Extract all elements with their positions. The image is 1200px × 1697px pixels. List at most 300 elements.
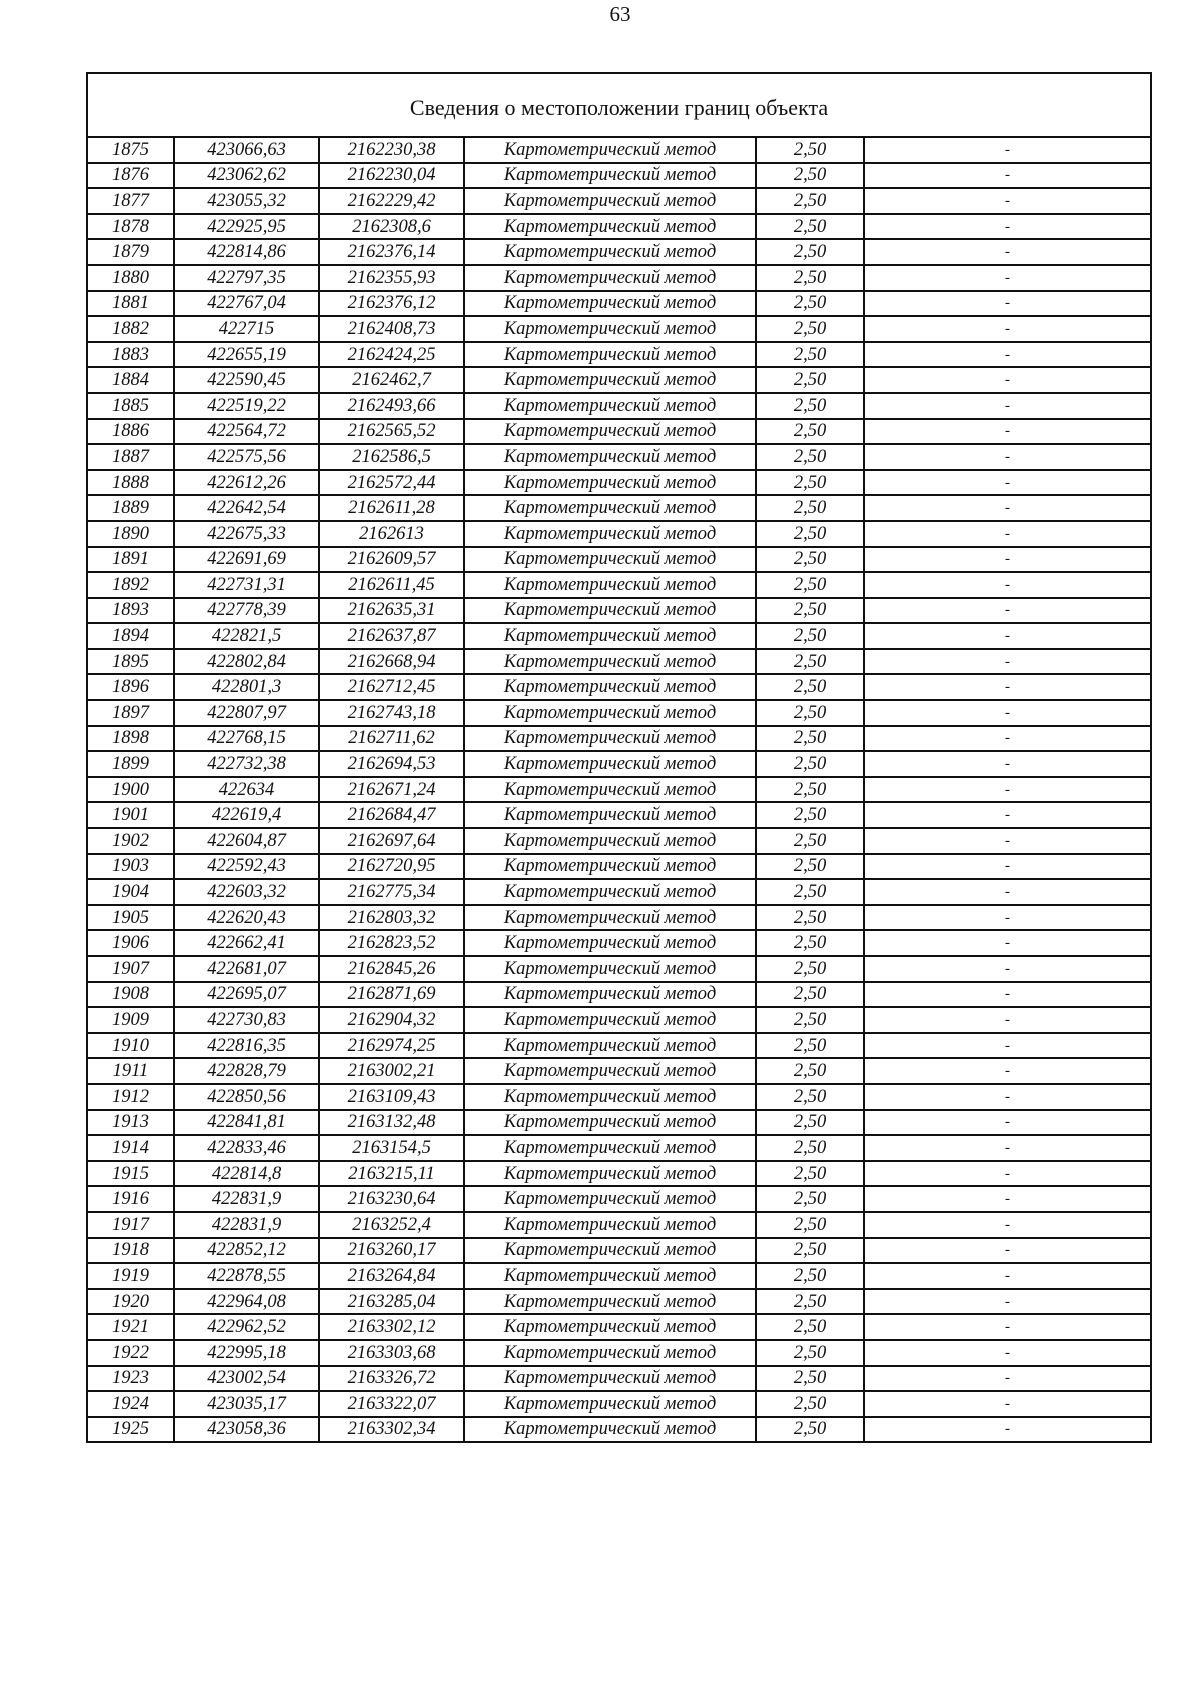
description-cell: - (864, 239, 1151, 265)
accuracy-cell: 2,50 (756, 905, 864, 931)
x-coordinate-cell: 422575,56 (174, 444, 319, 470)
method-cell: Картометрический метод (464, 700, 756, 726)
point-number-cell: 1899 (87, 751, 174, 777)
table-row (87, 1263, 1151, 1289)
point-number-cell: 1897 (87, 700, 174, 726)
accuracy-cell: 2,50 (756, 802, 864, 828)
point-number-cell: 1920 (87, 1289, 174, 1315)
x-coordinate-cell: 422995,18 (174, 1340, 319, 1366)
table-row (87, 1084, 1151, 1110)
accuracy-cell: 2,50 (756, 367, 864, 393)
y-coordinate-cell: 2162712,45 (319, 674, 464, 700)
table-row (87, 802, 1151, 828)
point-number-cell: 1913 (87, 1110, 174, 1136)
table-row (87, 393, 1151, 419)
point-number-cell: 1907 (87, 956, 174, 982)
point-number-cell: 1919 (87, 1263, 174, 1289)
table-row (87, 879, 1151, 905)
table-row (87, 1110, 1151, 1136)
table-row (87, 1417, 1151, 1443)
method-cell: Картометрический метод (464, 1033, 756, 1059)
y-coordinate-cell: 2163154,5 (319, 1135, 464, 1161)
table-row (87, 547, 1151, 573)
y-coordinate-cell: 2163326,72 (319, 1366, 464, 1392)
x-coordinate-cell: 422831,9 (174, 1212, 319, 1238)
y-coordinate-cell: 2163109,43 (319, 1084, 464, 1110)
method-cell: Картометрический метод (464, 1289, 756, 1315)
table-row (87, 1212, 1151, 1238)
accuracy-cell: 2,50 (756, 700, 864, 726)
x-coordinate-cell: 422612,26 (174, 470, 319, 496)
table-row (87, 982, 1151, 1008)
point-number-cell: 1924 (87, 1391, 174, 1417)
point-number-cell: 1921 (87, 1314, 174, 1340)
table-row (87, 1186, 1151, 1212)
point-number-cell: 1885 (87, 393, 174, 419)
description-cell: - (864, 1084, 1151, 1110)
point-number-cell: 1914 (87, 1135, 174, 1161)
y-coordinate-cell: 2162493,66 (319, 393, 464, 419)
description-cell: - (864, 726, 1151, 752)
x-coordinate-cell: 422833,46 (174, 1135, 319, 1161)
method-cell: Картометрический метод (464, 1110, 756, 1136)
description-cell: - (864, 1238, 1151, 1264)
boundary-coordinates-table (86, 72, 1152, 1443)
point-number-cell: 1912 (87, 1084, 174, 1110)
y-coordinate-cell: 2162611,45 (319, 572, 464, 598)
description-cell: - (864, 905, 1151, 931)
description-cell: - (864, 470, 1151, 496)
table-row (87, 1340, 1151, 1366)
x-coordinate-cell: 422681,07 (174, 956, 319, 982)
accuracy-cell: 2,50 (756, 930, 864, 956)
description-cell: - (864, 214, 1151, 240)
method-cell: Картометрический метод (464, 1161, 756, 1187)
description-cell: - (864, 674, 1151, 700)
table-body (87, 137, 1151, 1442)
table-row (87, 1238, 1151, 1264)
page-number: 63 (609, 2, 631, 26)
y-coordinate-cell: 2162635,31 (319, 598, 464, 624)
description-cell: - (864, 265, 1151, 291)
method-cell: Картометрический метод (464, 239, 756, 265)
table-row (87, 623, 1151, 649)
x-coordinate-cell: 423002,54 (174, 1366, 319, 1392)
table-row (87, 1033, 1151, 1059)
y-coordinate-cell: 2162775,34 (319, 879, 464, 905)
point-number-cell: 1906 (87, 930, 174, 956)
accuracy-cell: 2,50 (756, 1135, 864, 1161)
y-coordinate-cell: 2162803,32 (319, 905, 464, 931)
y-coordinate-cell: 2162565,52 (319, 419, 464, 445)
table-row (87, 854, 1151, 880)
point-number-cell: 1879 (87, 239, 174, 265)
method-cell: Картометрический метод (464, 342, 756, 368)
point-number-cell: 1876 (87, 163, 174, 189)
description-cell: - (864, 879, 1151, 905)
method-cell: Картометрический метод (464, 265, 756, 291)
point-number-cell: 1905 (87, 905, 174, 931)
method-cell: Картометрический метод (464, 393, 756, 419)
table-row (87, 726, 1151, 752)
accuracy-cell: 2,50 (756, 393, 864, 419)
x-coordinate-cell: 423062,62 (174, 163, 319, 189)
table-row (87, 188, 1151, 214)
accuracy-cell: 2,50 (756, 674, 864, 700)
y-coordinate-cell: 2163302,34 (319, 1417, 464, 1443)
y-coordinate-cell: 2162743,18 (319, 700, 464, 726)
point-number-cell: 1893 (87, 598, 174, 624)
description-cell: - (864, 367, 1151, 393)
y-coordinate-cell: 2162684,47 (319, 802, 464, 828)
method-cell: Картометрический метод (464, 1212, 756, 1238)
description-cell: - (864, 1417, 1151, 1443)
x-coordinate-cell: 422634 (174, 777, 319, 803)
method-cell: Картометрический метод (464, 521, 756, 547)
table-row (87, 1314, 1151, 1340)
point-number-cell: 1889 (87, 495, 174, 521)
accuracy-cell: 2,50 (756, 470, 864, 496)
accuracy-cell: 2,50 (756, 1084, 864, 1110)
description-cell: - (864, 700, 1151, 726)
y-coordinate-cell: 2162424,25 (319, 342, 464, 368)
x-coordinate-cell: 422662,41 (174, 930, 319, 956)
table-row (87, 239, 1151, 265)
accuracy-cell: 2,50 (756, 1212, 864, 1238)
accuracy-cell: 2,50 (756, 265, 864, 291)
point-number-cell: 1898 (87, 726, 174, 752)
y-coordinate-cell: 2162974,25 (319, 1033, 464, 1059)
y-coordinate-cell: 2162720,95 (319, 854, 464, 880)
description-cell: - (864, 1186, 1151, 1212)
point-number-cell: 1909 (87, 1007, 174, 1033)
x-coordinate-cell: 422964,08 (174, 1289, 319, 1315)
x-coordinate-cell: 422564,72 (174, 419, 319, 445)
table-row (87, 777, 1151, 803)
description-cell: - (864, 547, 1151, 573)
x-coordinate-cell: 422620,43 (174, 905, 319, 931)
description-cell: - (864, 1263, 1151, 1289)
description-cell: - (864, 802, 1151, 828)
description-cell: - (864, 188, 1151, 214)
table-row (87, 572, 1151, 598)
table-row (87, 265, 1151, 291)
description-cell: - (864, 828, 1151, 854)
table-row (87, 521, 1151, 547)
method-cell: Картометрический метод (464, 291, 756, 317)
x-coordinate-cell: 422604,87 (174, 828, 319, 854)
accuracy-cell: 2,50 (756, 239, 864, 265)
y-coordinate-cell: 2162845,26 (319, 956, 464, 982)
description-cell: - (864, 1007, 1151, 1033)
x-coordinate-cell: 422655,19 (174, 342, 319, 368)
method-cell: Картометрический метод (464, 572, 756, 598)
method-cell: Картометрический метод (464, 1058, 756, 1084)
y-coordinate-cell: 2162611,28 (319, 495, 464, 521)
y-coordinate-cell: 2162376,12 (319, 291, 464, 317)
x-coordinate-cell: 422731,31 (174, 572, 319, 598)
method-cell: Картометрический метод (464, 163, 756, 189)
y-coordinate-cell: 2162711,62 (319, 726, 464, 752)
table-title: Сведения о местоположении границ объекта (87, 73, 1151, 137)
description-cell: - (864, 1289, 1151, 1315)
accuracy-cell: 2,50 (756, 163, 864, 189)
description-cell: - (864, 598, 1151, 624)
point-number-cell: 1882 (87, 316, 174, 342)
description-cell: - (864, 137, 1151, 163)
method-cell: Картометрический метод (464, 137, 756, 163)
table-row (87, 700, 1151, 726)
description-cell: - (864, 1340, 1151, 1366)
table-row (87, 316, 1151, 342)
accuracy-cell: 2,50 (756, 1058, 864, 1084)
method-cell: Картометрический метод (464, 188, 756, 214)
table-row (87, 470, 1151, 496)
point-number-cell: 1891 (87, 547, 174, 573)
accuracy-cell: 2,50 (756, 1314, 864, 1340)
point-number-cell: 1887 (87, 444, 174, 470)
table-row (87, 598, 1151, 624)
table-row (87, 649, 1151, 675)
y-coordinate-cell: 2162408,73 (319, 316, 464, 342)
y-coordinate-cell: 2162637,87 (319, 623, 464, 649)
point-number-cell: 1875 (87, 137, 174, 163)
point-number-cell: 1886 (87, 419, 174, 445)
y-coordinate-cell: 2163230,64 (319, 1186, 464, 1212)
x-coordinate-cell: 423066,63 (174, 137, 319, 163)
point-number-cell: 1904 (87, 879, 174, 905)
y-coordinate-cell: 2162572,44 (319, 470, 464, 496)
description-cell: - (864, 521, 1151, 547)
method-cell: Картометрический метод (464, 1238, 756, 1264)
y-coordinate-cell: 2162671,24 (319, 777, 464, 803)
accuracy-cell: 2,50 (756, 188, 864, 214)
method-cell: Картометрический метод (464, 854, 756, 880)
description-cell: - (864, 751, 1151, 777)
method-cell: Картометрический метод (464, 879, 756, 905)
y-coordinate-cell: 2162904,32 (319, 1007, 464, 1033)
method-cell: Картометрический метод (464, 367, 756, 393)
description-cell: - (864, 982, 1151, 1008)
method-cell: Картометрический метод (464, 1314, 756, 1340)
method-cell: Картометрический метод (464, 444, 756, 470)
description-cell: - (864, 1135, 1151, 1161)
table-row (87, 751, 1151, 777)
method-cell: Картометрический метод (464, 649, 756, 675)
table-row (87, 956, 1151, 982)
y-coordinate-cell: 2163322,07 (319, 1391, 464, 1417)
description-cell: - (864, 444, 1151, 470)
table-row (87, 495, 1151, 521)
point-number-cell: 1917 (87, 1212, 174, 1238)
y-coordinate-cell: 2162230,04 (319, 163, 464, 189)
method-cell: Картометрический метод (464, 1084, 756, 1110)
accuracy-cell: 2,50 (756, 982, 864, 1008)
x-coordinate-cell: 422962,52 (174, 1314, 319, 1340)
y-coordinate-cell: 2163260,17 (319, 1238, 464, 1264)
description-cell: - (864, 342, 1151, 368)
y-coordinate-cell: 2162462,7 (319, 367, 464, 393)
table-row (87, 930, 1151, 956)
x-coordinate-cell: 423035,17 (174, 1391, 319, 1417)
accuracy-cell: 2,50 (756, 316, 864, 342)
method-cell: Картометрический метод (464, 598, 756, 624)
y-coordinate-cell: 2162823,52 (319, 930, 464, 956)
accuracy-cell: 2,50 (756, 1110, 864, 1136)
table-row (87, 163, 1151, 189)
description-cell: - (864, 1161, 1151, 1187)
y-coordinate-cell: 2162308,6 (319, 214, 464, 240)
y-coordinate-cell: 2162230,38 (319, 137, 464, 163)
accuracy-cell: 2,50 (756, 1007, 864, 1033)
x-coordinate-cell: 422821,5 (174, 623, 319, 649)
accuracy-cell: 2,50 (756, 777, 864, 803)
accuracy-cell: 2,50 (756, 854, 864, 880)
x-coordinate-cell: 422519,22 (174, 393, 319, 419)
y-coordinate-cell: 2162376,14 (319, 239, 464, 265)
y-coordinate-cell: 2163285,04 (319, 1289, 464, 1315)
x-coordinate-cell: 422695,07 (174, 982, 319, 1008)
description-cell: - (864, 1366, 1151, 1392)
method-cell: Картометрический метод (464, 495, 756, 521)
description-cell: - (864, 649, 1151, 675)
x-coordinate-cell: 422730,83 (174, 1007, 319, 1033)
x-coordinate-cell: 422768,15 (174, 726, 319, 752)
accuracy-cell: 2,50 (756, 444, 864, 470)
accuracy-cell: 2,50 (756, 1340, 864, 1366)
table-row (87, 1161, 1151, 1187)
table-row (87, 419, 1151, 445)
table-row (87, 444, 1151, 470)
accuracy-cell: 2,50 (756, 1238, 864, 1264)
x-coordinate-cell: 422850,56 (174, 1084, 319, 1110)
point-number-cell: 1895 (87, 649, 174, 675)
y-coordinate-cell: 2163002,21 (319, 1058, 464, 1084)
description-cell: - (864, 419, 1151, 445)
description-cell: - (864, 1212, 1151, 1238)
point-number-cell: 1911 (87, 1058, 174, 1084)
point-number-cell: 1903 (87, 854, 174, 880)
method-cell: Картометрический метод (464, 1340, 756, 1366)
accuracy-cell: 2,50 (756, 751, 864, 777)
accuracy-cell: 2,50 (756, 1366, 864, 1392)
accuracy-cell: 2,50 (756, 956, 864, 982)
accuracy-cell: 2,50 (756, 828, 864, 854)
accuracy-cell: 2,50 (756, 342, 864, 368)
y-coordinate-cell: 2162355,93 (319, 265, 464, 291)
method-cell: Картометрический метод (464, 1263, 756, 1289)
x-coordinate-cell: 422797,35 (174, 265, 319, 291)
accuracy-cell: 2,50 (756, 1186, 864, 1212)
table-row (87, 905, 1151, 931)
x-coordinate-cell: 422828,79 (174, 1058, 319, 1084)
method-cell: Картометрический метод (464, 1007, 756, 1033)
method-cell: Картометрический метод (464, 674, 756, 700)
y-coordinate-cell: 2162229,42 (319, 188, 464, 214)
x-coordinate-cell: 422592,43 (174, 854, 319, 880)
point-number-cell: 1923 (87, 1366, 174, 1392)
point-number-cell: 1902 (87, 828, 174, 854)
x-coordinate-cell: 422925,95 (174, 214, 319, 240)
method-cell: Картометрический метод (464, 470, 756, 496)
table-row (87, 367, 1151, 393)
description-cell: - (864, 930, 1151, 956)
table-row (87, 1135, 1151, 1161)
x-coordinate-cell: 422878,55 (174, 1263, 319, 1289)
accuracy-cell: 2,50 (756, 547, 864, 573)
accuracy-cell: 2,50 (756, 521, 864, 547)
point-number-cell: 1883 (87, 342, 174, 368)
x-coordinate-cell: 422816,35 (174, 1033, 319, 1059)
method-cell: Картометрический метод (464, 751, 756, 777)
accuracy-cell: 2,50 (756, 1263, 864, 1289)
description-cell: - (864, 1110, 1151, 1136)
accuracy-cell: 2,50 (756, 1289, 864, 1315)
description-cell: - (864, 1058, 1151, 1084)
description-cell: - (864, 777, 1151, 803)
point-number-cell: 1890 (87, 521, 174, 547)
description-cell: - (864, 495, 1151, 521)
description-cell: - (864, 854, 1151, 880)
description-cell: - (864, 1033, 1151, 1059)
table-row (87, 1391, 1151, 1417)
point-number-cell: 1900 (87, 777, 174, 803)
x-coordinate-cell: 422802,84 (174, 649, 319, 675)
accuracy-cell: 2,50 (756, 1161, 864, 1187)
accuracy-cell: 2,50 (756, 419, 864, 445)
point-number-cell: 1925 (87, 1417, 174, 1443)
method-cell: Картометрический метод (464, 982, 756, 1008)
point-number-cell: 1877 (87, 188, 174, 214)
point-number-cell: 1884 (87, 367, 174, 393)
point-number-cell: 1880 (87, 265, 174, 291)
accuracy-cell: 2,50 (756, 1391, 864, 1417)
accuracy-cell: 2,50 (756, 879, 864, 905)
table-row (87, 1058, 1151, 1084)
table-row (87, 291, 1151, 317)
y-coordinate-cell: 2163302,12 (319, 1314, 464, 1340)
point-number-cell: 1894 (87, 623, 174, 649)
accuracy-cell: 2,50 (756, 623, 864, 649)
table-row (87, 828, 1151, 854)
point-number-cell: 1908 (87, 982, 174, 1008)
point-number-cell: 1896 (87, 674, 174, 700)
y-coordinate-cell: 2163264,84 (319, 1263, 464, 1289)
table-row (87, 1289, 1151, 1315)
x-coordinate-cell: 422603,32 (174, 879, 319, 905)
x-coordinate-cell: 422778,39 (174, 598, 319, 624)
x-coordinate-cell: 422619,4 (174, 802, 319, 828)
point-number-cell: 1915 (87, 1161, 174, 1187)
y-coordinate-cell: 2163303,68 (319, 1340, 464, 1366)
y-coordinate-cell: 2163252,4 (319, 1212, 464, 1238)
x-coordinate-cell: 422814,86 (174, 239, 319, 265)
y-coordinate-cell: 2162668,94 (319, 649, 464, 675)
x-coordinate-cell: 422831,9 (174, 1186, 319, 1212)
description-cell: - (864, 1314, 1151, 1340)
description-cell: - (864, 1391, 1151, 1417)
description-cell: - (864, 163, 1151, 189)
table-row (87, 1366, 1151, 1392)
y-coordinate-cell: 2163132,48 (319, 1110, 464, 1136)
x-coordinate-cell: 422732,38 (174, 751, 319, 777)
method-cell: Картометрический метод (464, 726, 756, 752)
method-cell: Картометрический метод (464, 1417, 756, 1443)
y-coordinate-cell: 2162871,69 (319, 982, 464, 1008)
x-coordinate-cell: 422841,81 (174, 1110, 319, 1136)
method-cell: Картометрический метод (464, 1391, 756, 1417)
method-cell: Картометрический метод (464, 956, 756, 982)
